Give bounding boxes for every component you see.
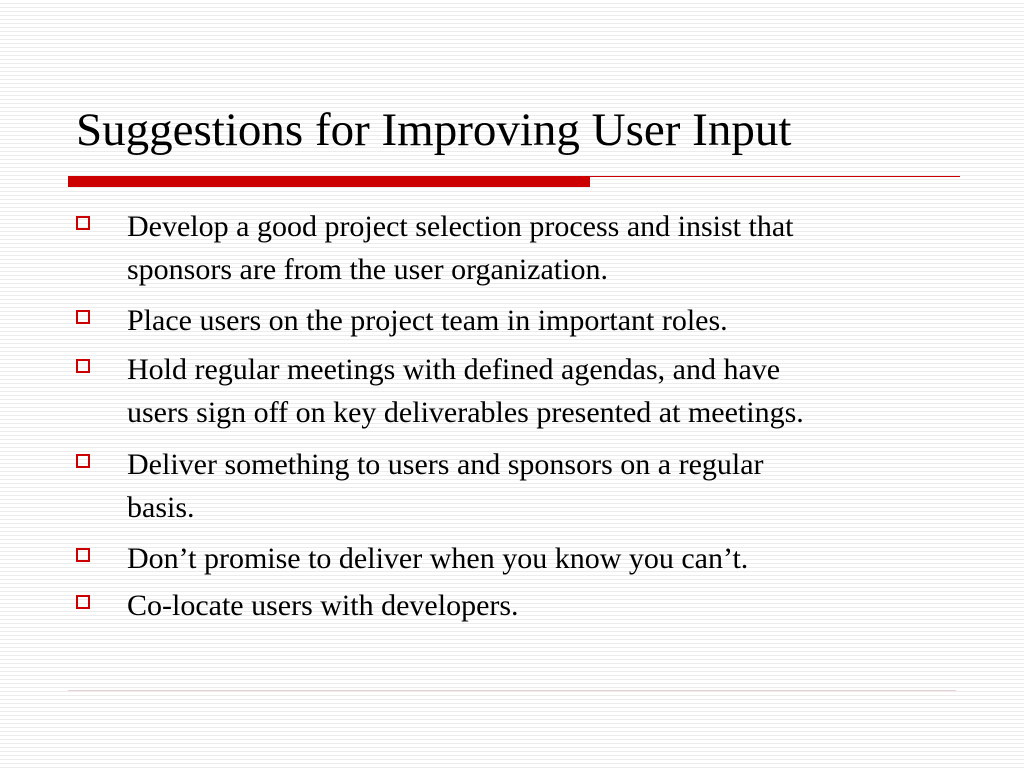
bullet-text [127, 205, 942, 291]
hollow-square-bullet-icon [76, 548, 90, 562]
bullet-line: Co-locate users with developers. [127, 589, 519, 622]
hollow-square-bullet-icon [76, 216, 90, 230]
bullet-text [127, 299, 942, 342]
bullet-line: users sign off on key deliverables presented at meetings. [127, 396, 804, 429]
hollow-square-bullet-icon [76, 359, 90, 373]
bullet-line: Place users on the project team in important roles. [127, 304, 728, 337]
bullet-line: sponsors are from the user organization. [127, 253, 608, 286]
bullet-text [127, 443, 942, 529]
hollow-square-bullet-icon [76, 310, 90, 324]
title-underline-thin [590, 176, 960, 177]
hollow-square-bullet-icon [76, 595, 90, 609]
bullet-text [127, 348, 942, 434]
bullet-line: Deliver something to users and sponsors on a regular [127, 448, 764, 481]
bullet-line: Don’t promise to deliver when you know you can’t. [127, 542, 749, 575]
hollow-square-bullet-icon [76, 454, 90, 468]
title-underline-thick [68, 176, 590, 187]
bullet-line: Develop a good project selection process and insist that [127, 210, 794, 243]
bullet-text [127, 584, 942, 627]
bullet-line: Hold regular meetings with defined agendas, and have [127, 353, 781, 386]
bullet-text [127, 537, 942, 580]
footer-divider [68, 690, 956, 691]
slide-title: Suggestions for Improving User Input [76, 104, 792, 156]
bullet-line: basis. [127, 491, 195, 524]
